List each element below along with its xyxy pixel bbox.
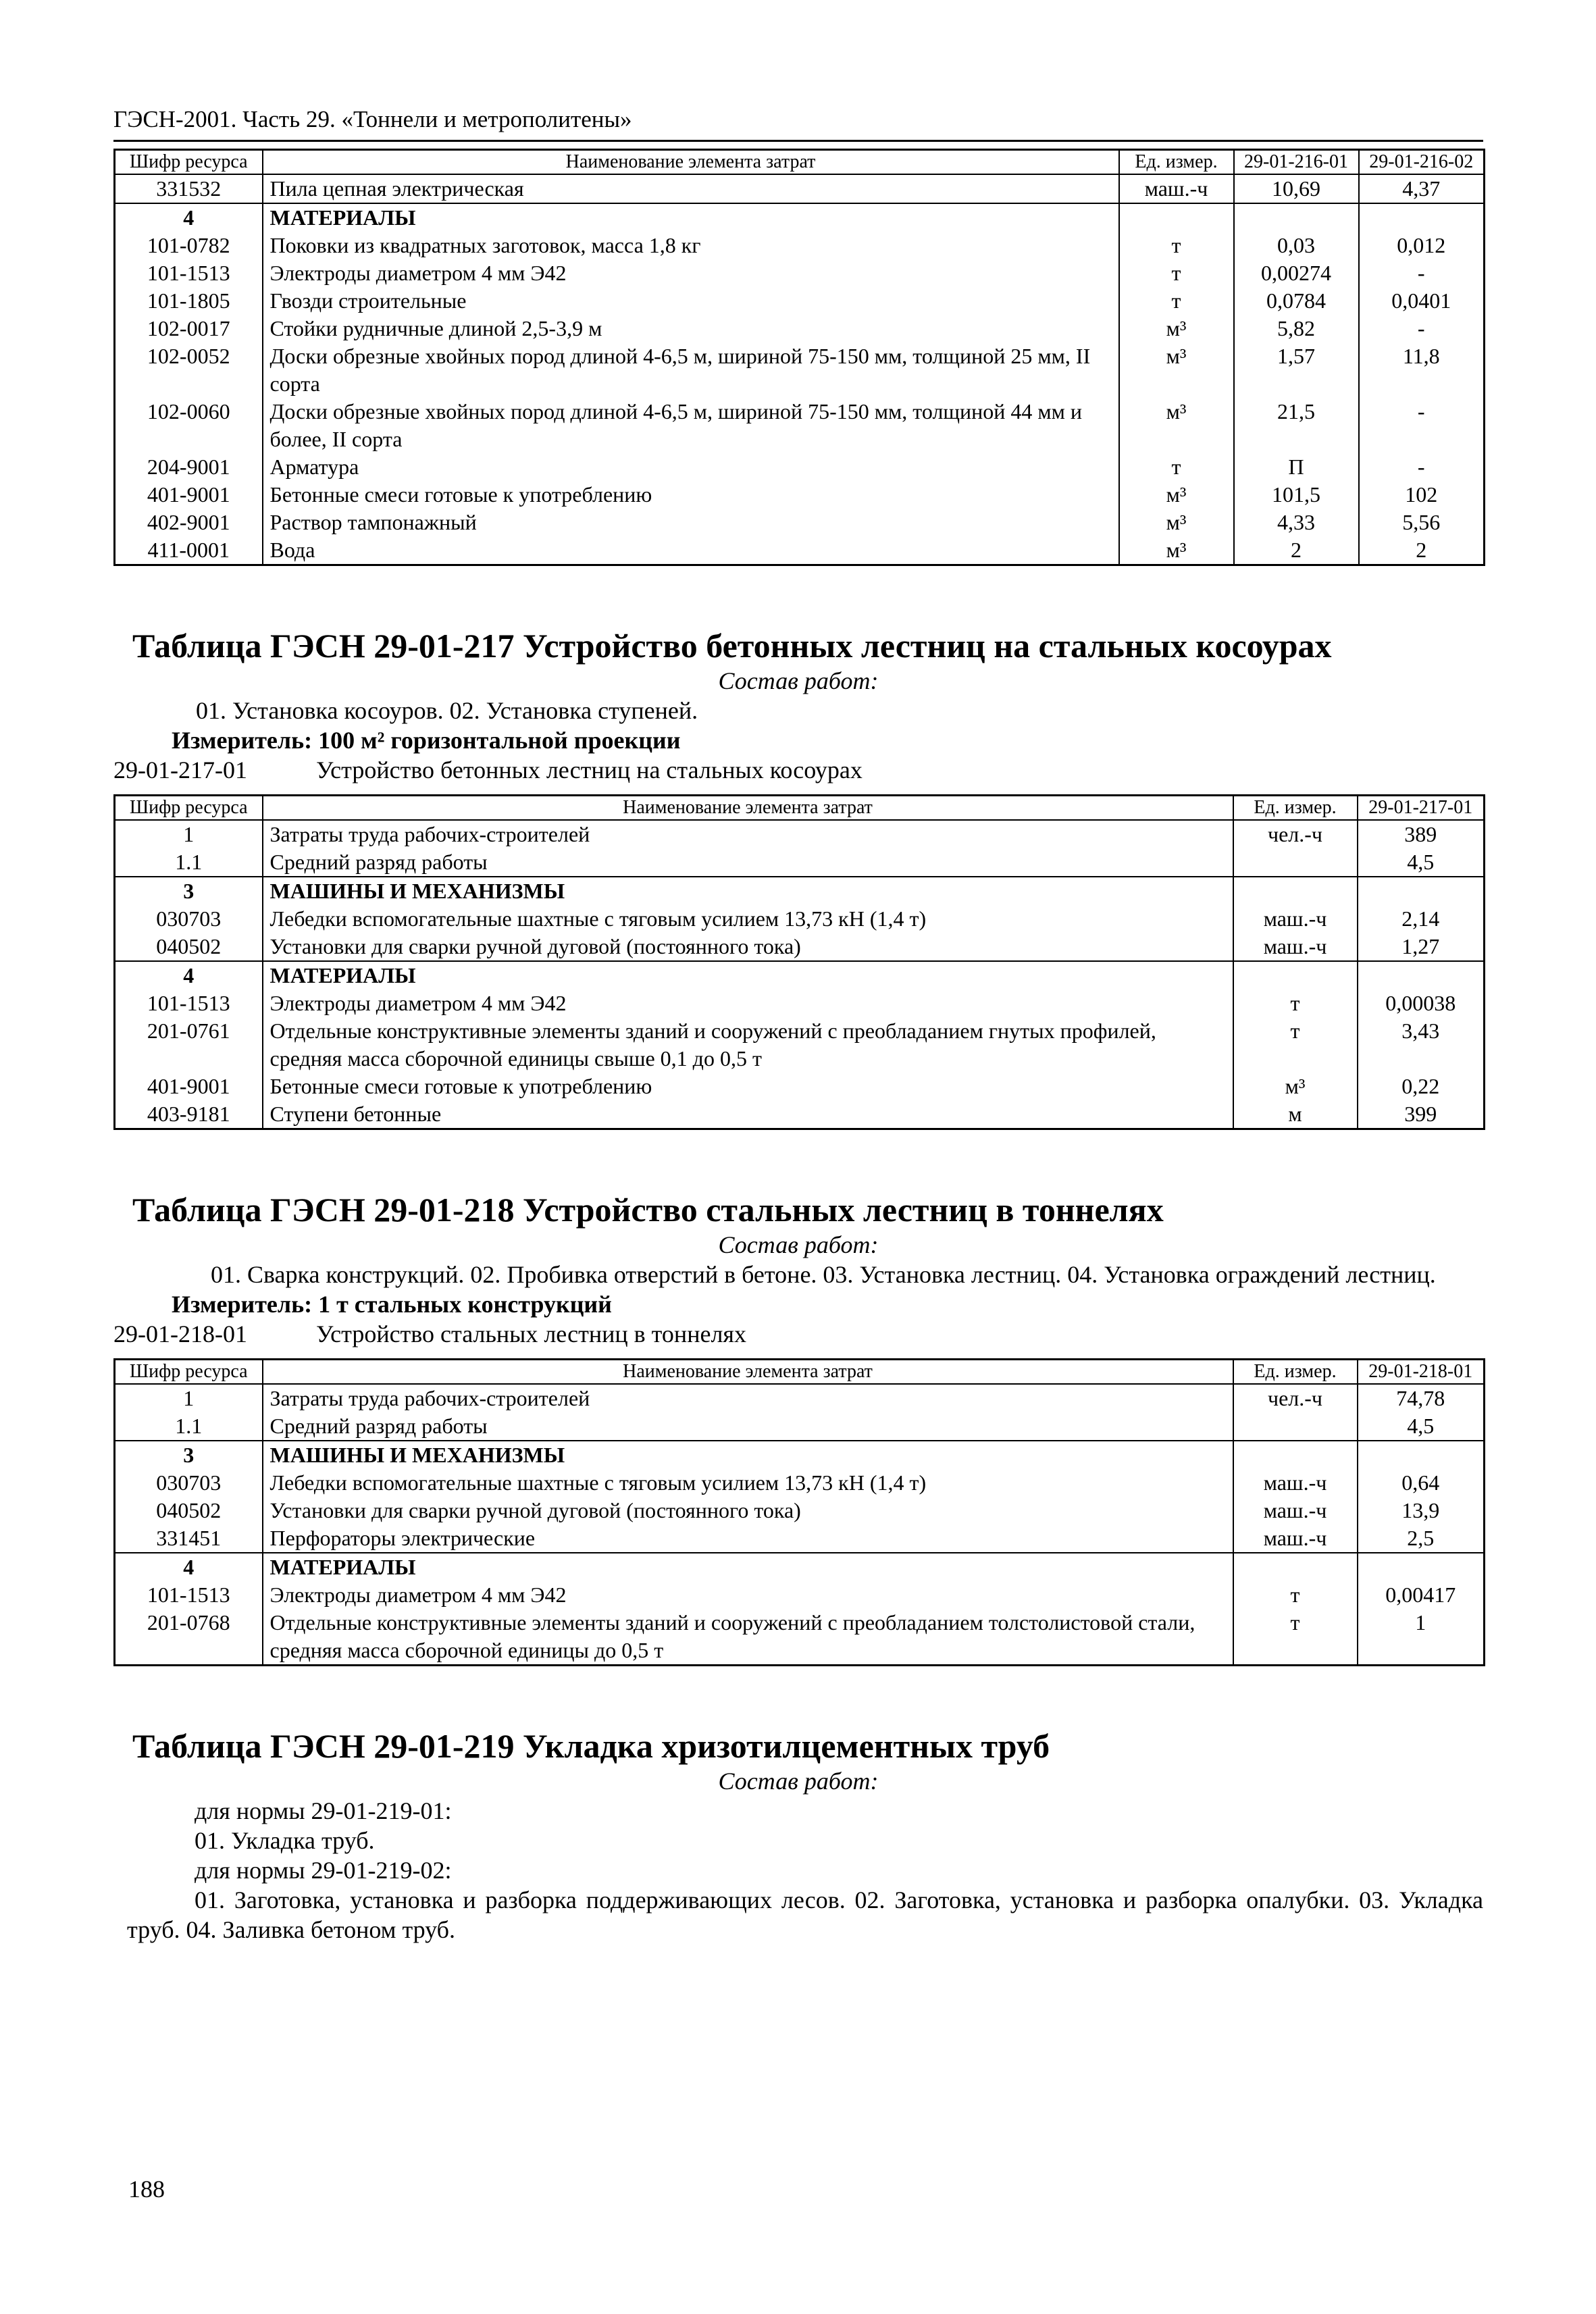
table-row: [115, 989, 1485, 1017]
cell-v2: -: [1359, 453, 1485, 481]
section-title-218: Таблица ГЭСН 29-01-218 Устройство стальных лестниц в тоннелях: [132, 1191, 1164, 1229]
cell-unit: т: [1119, 232, 1234, 259]
table-row: [115, 315, 1485, 342]
table-row: [115, 174, 1485, 203]
cell-unit: [1233, 1441, 1358, 1469]
table-row: [115, 1524, 1485, 1553]
norm-code: 29-01-217-01: [113, 756, 247, 783]
cell-unit: м³: [1119, 509, 1234, 536]
cell-v2: [1359, 203, 1485, 232]
cell-v1: 2,14: [1358, 905, 1485, 933]
table-row: [115, 1469, 1485, 1497]
cell-v1: 0,00038: [1358, 989, 1485, 1017]
measure-218: Измеритель: 1 т стальных конструкций: [172, 1291, 612, 1318]
measure-217: Измеритель: 100 м² горизонтальной проекции: [172, 727, 681, 754]
works-219-02: [113, 1885, 1483, 1945]
cell-code: 4: [115, 1553, 263, 1581]
header-name: Наименование элемента затрат: [263, 796, 1233, 821]
page: [113, 105, 1483, 1945]
table-row: [115, 1073, 1485, 1100]
cell-name: Средний разряд работы: [263, 848, 1233, 877]
header-unit: Ед. измер.: [1119, 150, 1234, 175]
sostav-label-217: Состав работ:: [718, 667, 879, 694]
cell-code: 101-1513: [115, 989, 263, 1017]
cell-v1: 0,00417: [1358, 1581, 1485, 1609]
cell-name: МАШИНЫ И МЕХАНИЗМЫ: [263, 877, 1233, 905]
header-unit: Ед. измер.: [1233, 1360, 1358, 1385]
table-29-01-217: [113, 794, 1485, 1130]
cell-unit: м³: [1119, 536, 1234, 565]
cell-name: Отдельные конструктивные элементы зданий и сооружений с преобладанием толстолистовой стали, средняя масса сборочной единицы до 0,5 т: [263, 1609, 1233, 1666]
cell-v2: 2: [1359, 536, 1485, 565]
cell-code: 204-9001: [115, 453, 263, 481]
cell-unit: м³: [1233, 1073, 1358, 1100]
cell-unit: т: [1233, 1017, 1358, 1073]
works-219-02-text: 01. Заготовка, установка и разборка поддерживающих лесов. 02. Заготовка, установка и разборка опалубки. 03. Укладка труб. 04. Заливка бетоном труб.: [127, 1886, 1483, 1943]
section-title-219: Таблица ГЭСН 29-01-219 Укладка хризотилцементных труб: [132, 1727, 1050, 1765]
sostav-label-218: Состав работ:: [718, 1231, 879, 1258]
header-unit: Ед. измер.: [1233, 796, 1358, 821]
table-row: [115, 1384, 1485, 1412]
norm-219-02-label: для нормы 29-01-219-02:: [195, 1857, 452, 1884]
cell-unit: т: [1119, 287, 1234, 315]
table-row: [115, 453, 1485, 481]
cell-unit: т: [1233, 1581, 1358, 1609]
table-header-row: [115, 150, 1485, 175]
cell-code: 101-1513: [115, 259, 263, 287]
cell-name: Стойки рудничные длиной 2,5-3,9 м: [263, 315, 1119, 342]
cell-name: Пила цепная электрическая: [263, 174, 1119, 203]
table-29-01-218: [113, 1358, 1485, 1666]
cell-v1: 4,5: [1358, 1412, 1485, 1441]
cell-code: 4: [115, 203, 263, 232]
cell-name: Затраты труда рабочих-строителей: [263, 820, 1233, 848]
cell-v2: 0,012: [1359, 232, 1485, 259]
cell-code: 1.1: [115, 1412, 263, 1441]
cell-v1: [1358, 961, 1485, 989]
cell-unit: т: [1119, 259, 1234, 287]
table-row: [115, 509, 1485, 536]
cell-unit: маш.-ч: [1233, 905, 1358, 933]
cell-v1: 5,82: [1234, 315, 1359, 342]
cell-code: 411-0001: [115, 536, 263, 565]
cell-unit: м³: [1119, 398, 1234, 453]
header-norm-218-01: 29-01-218-01: [1358, 1360, 1485, 1385]
cell-code: 030703: [115, 1469, 263, 1497]
cell-code: 401-9001: [115, 1073, 263, 1100]
header-code: Шифр ресурса: [115, 150, 263, 175]
table-header-row: [115, 796, 1485, 821]
cell-code: 102-0060: [115, 398, 263, 453]
norm-line-218: [113, 1319, 1483, 1349]
cell-unit: маш.-ч: [1233, 1524, 1358, 1553]
cell-v1: [1358, 877, 1485, 905]
section-row: [115, 1553, 1485, 1581]
table-row: [115, 1100, 1485, 1129]
cell-name: Доски обрезные хвойных пород длиной 4-6,5 м, шириной 75-150 мм, толщиной 25 мм, II сорта: [263, 342, 1119, 398]
cell-name: Гвозди строительные: [263, 287, 1119, 315]
cell-name: Электроды диаметром 4 мм Э42: [263, 1581, 1233, 1609]
cell-v1: 10,69: [1234, 174, 1359, 203]
cell-name: Затраты труда рабочих-строителей: [263, 1384, 1233, 1412]
cell-v1: [1234, 203, 1359, 232]
table-row: [115, 232, 1485, 259]
norm-name: Устройство стальных лестниц в тоннелях: [316, 1320, 746, 1347]
cell-code: 331532: [115, 174, 263, 203]
table-row: [115, 1609, 1485, 1666]
cell-name: МАТЕРИАЛЫ: [263, 1553, 1233, 1581]
cell-code: 030703: [115, 905, 263, 933]
table-row: [115, 905, 1485, 933]
cell-unit: [1233, 1412, 1358, 1441]
cell-name: Ступени бетонные: [263, 1100, 1233, 1129]
cell-name: Доски обрезные хвойных пород длиной 4-6,5 м, шириной 75-150 мм, толщиной 44 мм и более, II сорта: [263, 398, 1119, 453]
cell-name: Поковки из квадратных заготовок, масса 1,8 кг: [263, 232, 1119, 259]
cell-unit: [1233, 877, 1358, 905]
cell-v1: 399: [1358, 1100, 1485, 1129]
section-row: [115, 877, 1485, 905]
cell-code: 1: [115, 1384, 263, 1412]
table-row: [115, 820, 1485, 848]
table-row: [115, 1017, 1485, 1073]
works-217: 01. Установка косоуров. 02. Установка ступеней.: [196, 697, 698, 724]
cell-code: 201-0768: [115, 1609, 263, 1666]
cell-v1: 3,43: [1358, 1017, 1485, 1073]
cell-code: 101-1805: [115, 287, 263, 315]
cell-v1: 74,78: [1358, 1384, 1485, 1412]
cell-code: 101-0782: [115, 232, 263, 259]
cell-name: Установки для сварки ручной дуговой (постоянного тока): [263, 1497, 1233, 1524]
cell-unit: т: [1233, 1609, 1358, 1666]
cell-v1: 0,0784: [1234, 287, 1359, 315]
cell-code: 403-9181: [115, 1100, 263, 1129]
cell-name: Бетонные смеси готовые к употреблению: [263, 481, 1119, 509]
cell-name: МАШИНЫ И МЕХАНИЗМЫ: [263, 1441, 1233, 1469]
cell-unit: [1233, 1553, 1358, 1581]
cell-unit: маш.-ч: [1119, 174, 1234, 203]
cell-code: 4: [115, 961, 263, 989]
table-row: [115, 1581, 1485, 1609]
cell-v2: 11,8: [1359, 342, 1485, 398]
cell-v1: 1,27: [1358, 933, 1485, 961]
cell-name: Арматура: [263, 453, 1119, 481]
cell-code: 102-0052: [115, 342, 263, 398]
cell-name: Вода: [263, 536, 1119, 565]
cell-code: 101-1513: [115, 1581, 263, 1609]
cell-unit: чел.-ч: [1233, 1384, 1358, 1412]
cell-name: Бетонные смеси готовые к употреблению: [263, 1073, 1233, 1100]
header-norm-216-02: 29-01-216-02: [1359, 150, 1485, 175]
cell-code: 402-9001: [115, 509, 263, 536]
table-row: [115, 933, 1485, 961]
cell-code: 1.1: [115, 848, 263, 877]
cell-v2: 4,37: [1359, 174, 1485, 203]
table-header-row: [115, 1360, 1485, 1385]
header-code: Шифр ресурса: [115, 1360, 263, 1385]
cell-v2: -: [1359, 259, 1485, 287]
cell-unit: маш.-ч: [1233, 1497, 1358, 1524]
cell-unit: м³: [1119, 315, 1234, 342]
cell-code: 3: [115, 1441, 263, 1469]
cell-v1: 1: [1358, 1609, 1485, 1666]
cell-unit: м³: [1119, 342, 1234, 398]
cell-v1: 2,5: [1358, 1524, 1485, 1553]
cell-v2: 0,0401: [1359, 287, 1485, 315]
cell-name: Лебедки вспомогательные шахтные с тяговым усилием 13,73 кН (1,4 т): [263, 905, 1233, 933]
cell-code: 331451: [115, 1524, 263, 1553]
section-title-217: Таблица ГЭСН 29-01-217 Устройство бетонных лестниц на стальных косоурах: [132, 627, 1332, 665]
cell-v1: 13,9: [1358, 1497, 1485, 1524]
cell-name: МАТЕРИАЛЫ: [263, 203, 1119, 232]
cell-unit: т: [1233, 989, 1358, 1017]
cell-code: 1: [115, 820, 263, 848]
cell-code: 040502: [115, 1497, 263, 1524]
header-name: Наименование элемента затрат: [263, 150, 1119, 175]
table-row: [115, 398, 1485, 453]
header-name: Наименование элемента затрат: [263, 1360, 1233, 1385]
table-row: [115, 287, 1485, 315]
cell-name: МАТЕРИАЛЫ: [263, 961, 1233, 989]
table-row: [115, 848, 1485, 877]
cell-name: Перфораторы электрические: [263, 1524, 1233, 1553]
running-header: ГЭСН-2001. Часть 29. «Тоннели и метрополитены»: [113, 105, 1483, 142]
cell-name: Электроды диаметром 4 мм Э42: [263, 989, 1233, 1017]
cell-code: 201-0761: [115, 1017, 263, 1073]
cell-v1: 0,03: [1234, 232, 1359, 259]
cell-v1: 0,22: [1358, 1073, 1485, 1100]
cell-code: 401-9001: [115, 481, 263, 509]
table-row: [115, 259, 1485, 287]
cell-unit: м: [1233, 1100, 1358, 1129]
cell-v2: 102: [1359, 481, 1485, 509]
cell-v1: 1,57: [1234, 342, 1359, 398]
cell-unit: маш.-ч: [1233, 933, 1358, 961]
table-row: [115, 536, 1485, 565]
section-row: [115, 203, 1485, 232]
cell-unit: маш.-ч: [1233, 1469, 1358, 1497]
cell-unit: [1233, 848, 1358, 877]
cell-v1: 4,5: [1358, 848, 1485, 877]
cell-code: 3: [115, 877, 263, 905]
norm-name: Устройство бетонных лестниц на стальных косоурах: [316, 756, 863, 783]
table-29-01-216: [113, 149, 1485, 566]
section-row: [115, 961, 1485, 989]
cell-unit: [1119, 203, 1234, 232]
cell-v1: 21,5: [1234, 398, 1359, 453]
cell-unit: чел.-ч: [1233, 820, 1358, 848]
cell-name: Средний разряд работы: [263, 1412, 1233, 1441]
cell-unit: [1233, 961, 1358, 989]
cell-code: 040502: [115, 933, 263, 961]
cell-v1: 4,33: [1234, 509, 1359, 536]
cell-v2: -: [1359, 398, 1485, 453]
cell-v1: 101,5: [1234, 481, 1359, 509]
cell-v2: 5,56: [1359, 509, 1485, 536]
works-218-text: 01. Сварка конструкций. 02. Пробивка отверстий в бетоне. 03. Установка лестниц. 04. Установка ограждений лестниц.: [211, 1261, 1436, 1288]
norm-line-217: [113, 755, 1483, 785]
cell-code: 102-0017: [115, 315, 263, 342]
cell-v2: -: [1359, 315, 1485, 342]
table-row: [115, 1497, 1485, 1524]
cell-name: Электроды диаметром 4 мм Э42: [263, 259, 1119, 287]
norm-code: 29-01-218-01: [113, 1320, 247, 1347]
cell-v1: 2: [1234, 536, 1359, 565]
cell-name: Раствор тампонажный: [263, 509, 1119, 536]
cell-name: Лебедки вспомогательные шахтные с тяговым усилием 13,73 кН (1,4 т): [263, 1469, 1233, 1497]
section-row: [115, 1441, 1485, 1469]
cell-name: Отдельные конструктивные элементы зданий и сооружений с преобладанием гнутых профилей, средняя масса сборочной единицы свыше 0,1 до 0,5 т: [263, 1017, 1233, 1073]
page-number: 188: [128, 2176, 165, 2203]
cell-v1: П: [1234, 453, 1359, 481]
table-row: [115, 1412, 1485, 1441]
cell-v1: [1358, 1441, 1485, 1469]
cell-v1: 0,64: [1358, 1469, 1485, 1497]
norm-219-01-label: для нормы 29-01-219-01:: [195, 1797, 452, 1824]
header-norm-216-01: 29-01-216-01: [1234, 150, 1359, 175]
table-row: [115, 342, 1485, 398]
cell-v1: 389: [1358, 820, 1485, 848]
works-219-01: 01. Укладка труб.: [195, 1827, 375, 1854]
cell-unit: м³: [1119, 481, 1234, 509]
works-218: [113, 1260, 1483, 1289]
table-row: [115, 481, 1485, 509]
cell-unit: т: [1119, 453, 1234, 481]
header-code: Шифр ресурса: [115, 796, 263, 821]
sostav-label-219: Состав работ:: [718, 1768, 879, 1795]
cell-name: Установки для сварки ручной дуговой (постоянного тока): [263, 933, 1233, 961]
cell-v1: [1358, 1553, 1485, 1581]
cell-v1: 0,00274: [1234, 259, 1359, 287]
header-norm-217-01: 29-01-217-01: [1358, 796, 1485, 821]
